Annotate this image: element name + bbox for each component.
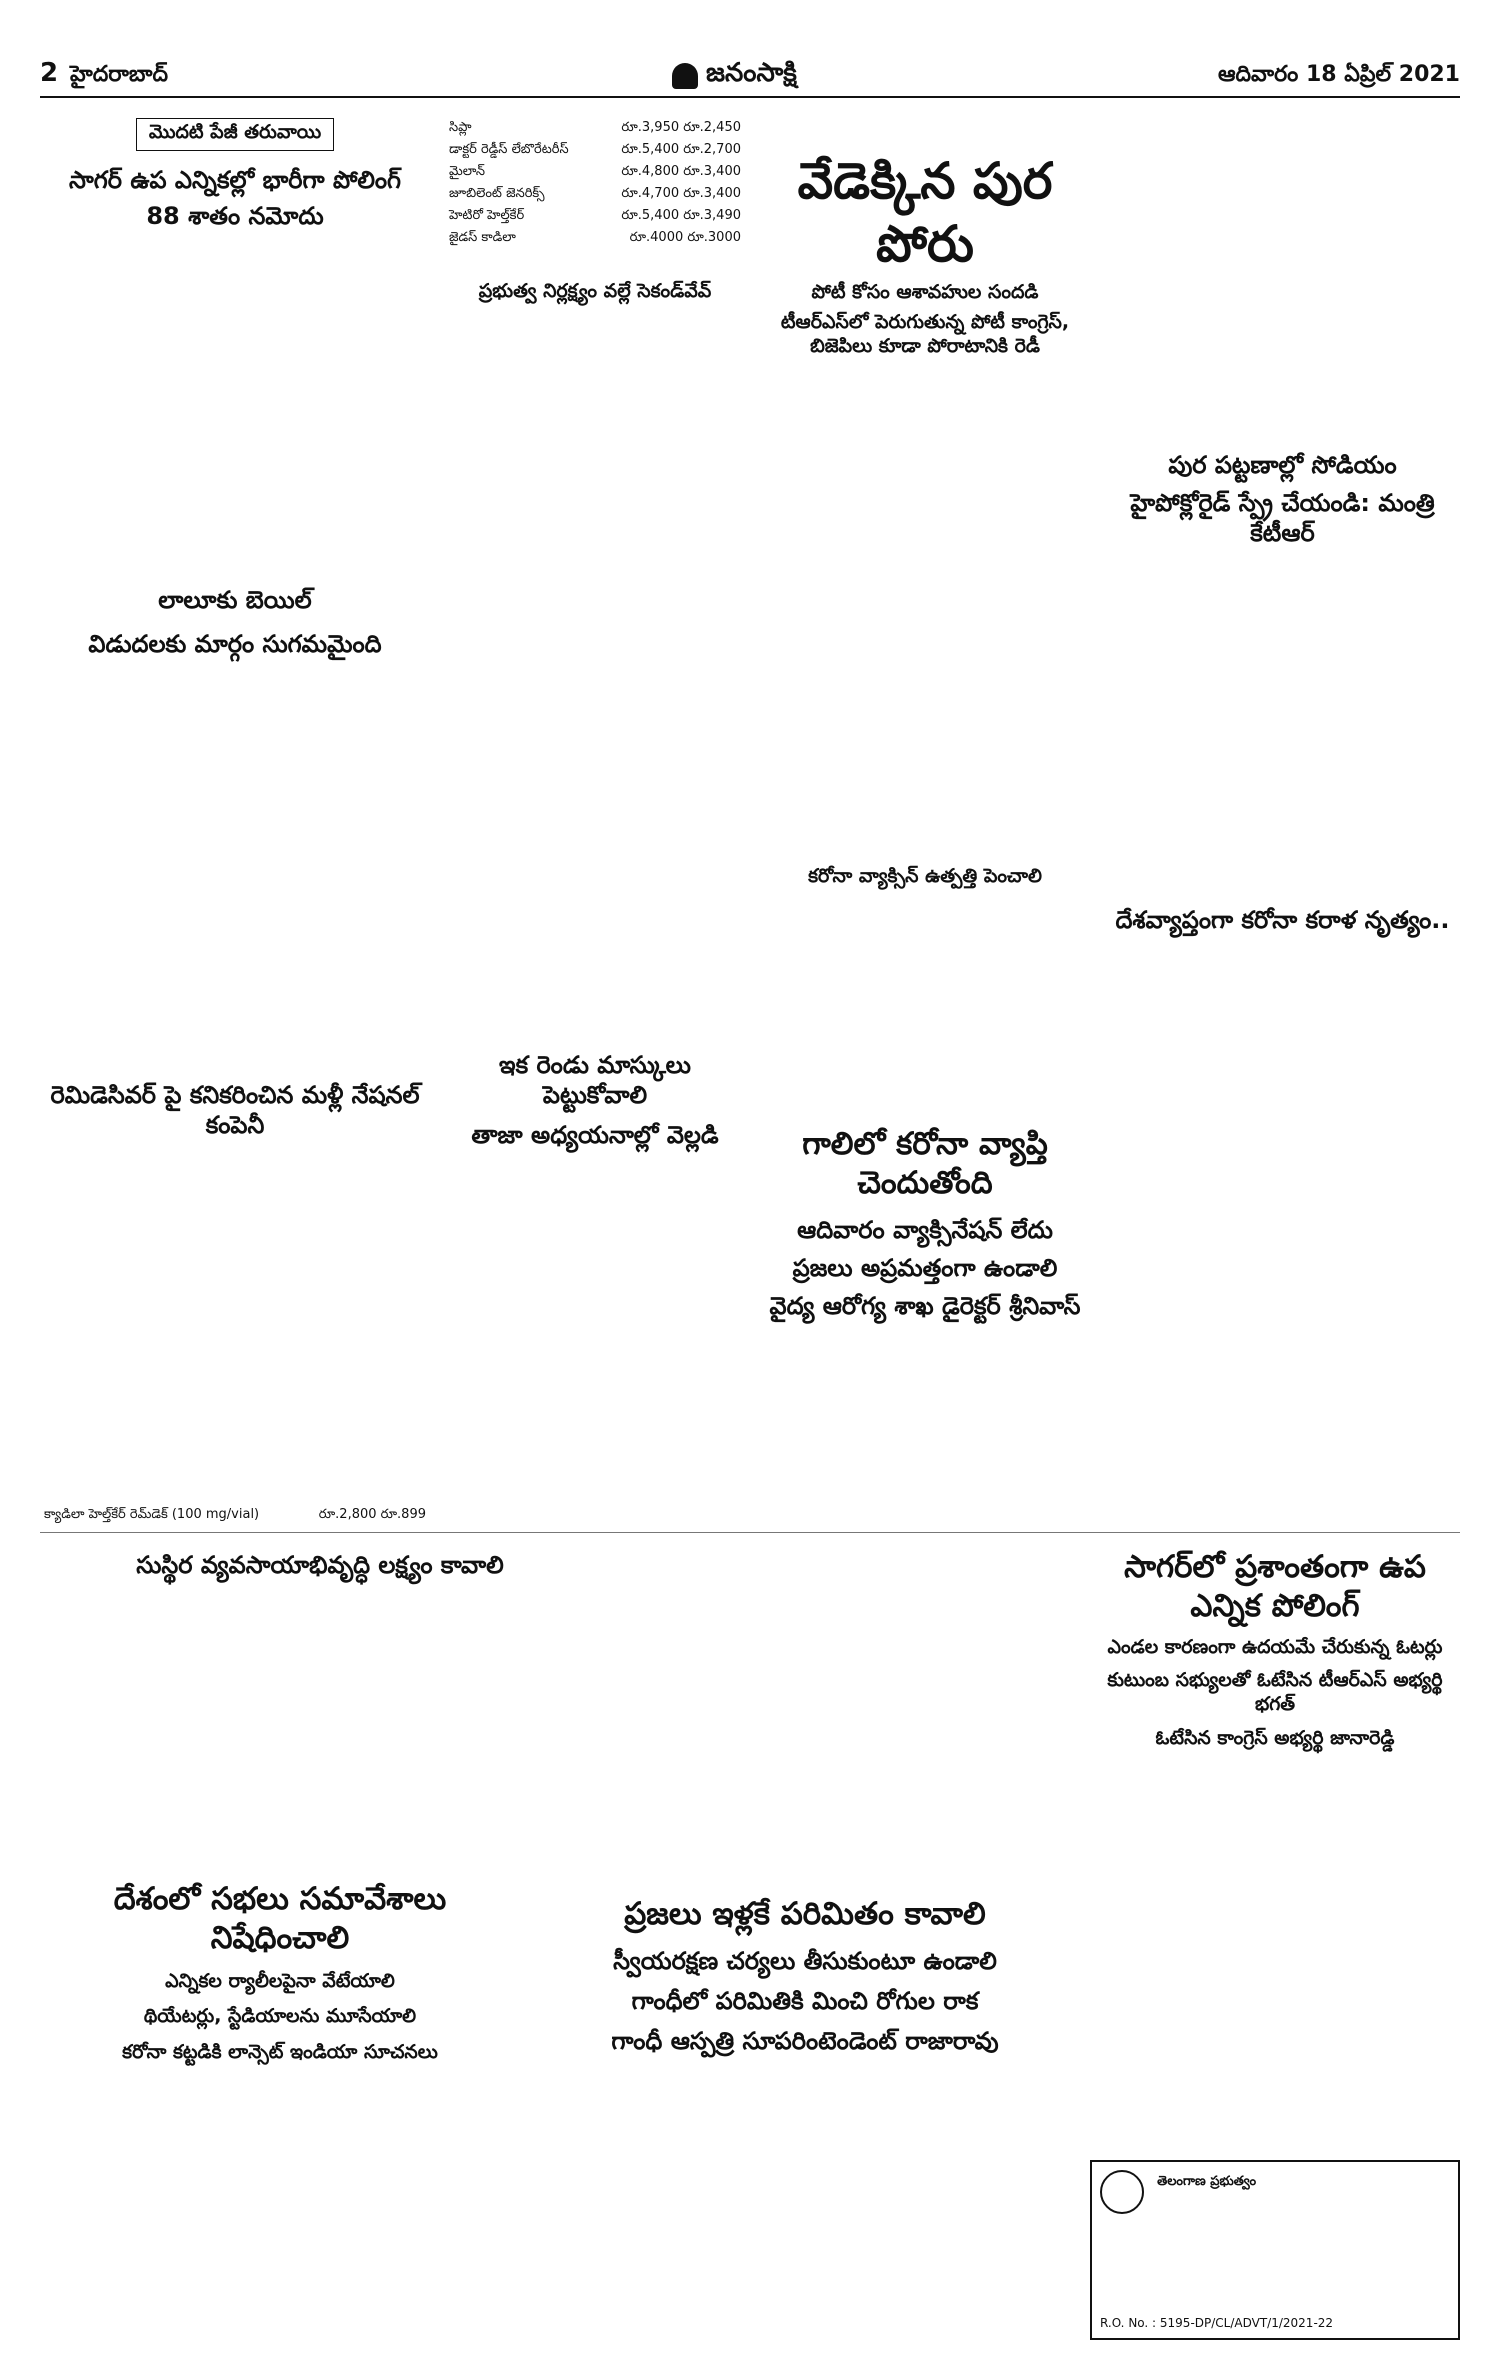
company: హెటిరో హెల్త్‌కేర్	[449, 208, 525, 223]
table-row	[445, 140, 745, 162]
article-municipal	[760, 150, 1090, 358]
deck: కుటుంబ సభ్యులతో ఓటేసిన టీఆర్‌ఎస్ అభ్యర్థి భగత్	[1107, 1669, 1443, 1715]
company: క్యాడిలా హెల్త్‌కేర్ రెమ్‌డెక్ (100 mg/vial)	[44, 1507, 260, 1522]
subheadline: విడుదలకు మార్గం సుగమమైంది	[88, 630, 382, 658]
price: రూ.3,950 రూ.2,450	[621, 120, 741, 135]
edition-city: హైదరాబాద్	[70, 62, 168, 87]
headline: ప్రభుత్వ నిర్లక్ష్యం వల్లే సెకండ్‌వేవ్	[478, 280, 712, 302]
table-row	[445, 184, 745, 206]
subheadline: ఆదివారం వ్యాక్సినేషన్ లేదు	[797, 1215, 1053, 1244]
headline: రెమిడెసివర్ పై కనికరించిన మళ్లీ నేషనల్ కంపెనీ	[50, 1081, 420, 1139]
deck: గాంధీలో పరిమితికి మించి రోగుల రాక	[631, 1986, 979, 2015]
headline: సుస్థిర వ్యవసాయాభివృద్ధి లక్ష్యం కావాలి	[136, 1551, 504, 1579]
headline: దేశవ్యాప్తంగా కరోనా కరాళ నృత్యం..	[1115, 906, 1450, 934]
section-divider	[40, 1532, 1460, 1533]
headline: గాలిలో కరోనా వ్యాప్తి చెందుతోంది	[802, 1126, 1048, 1201]
article-gov-failure	[445, 280, 745, 304]
subheadline: ఎన్నికల ర్యాలీలపైనా వేటేయాలి	[165, 1969, 395, 1992]
table-row	[445, 206, 745, 228]
headline: కరోనా వ్యాక్సిన్ ఉత్పత్తి పెంచాలి	[808, 865, 1042, 887]
price: రూ.4,700 రూ.3,400	[621, 186, 741, 201]
notice-footer	[1100, 2316, 1450, 2330]
emblem-icon	[1100, 2170, 1144, 2214]
deck: థియేటర్లు, స్టేడియాలను మూసేయాలి	[143, 2005, 417, 2028]
price-table	[445, 118, 745, 250]
deck: ఓటేసిన కాంగ్రెస్ అభ్యర్థి జానారెడ్డి	[1155, 1726, 1395, 1749]
company: మైలాన్	[449, 164, 486, 179]
article-lalu-bail	[40, 585, 430, 659]
price: రూ.5,400 రూ.2,700	[621, 142, 741, 157]
article-stay-home	[530, 1895, 1080, 2056]
headline: పుర పట్టణాల్లో సోడియం	[1168, 451, 1397, 479]
paper-name: జనంసాక్షి	[706, 58, 797, 88]
logo-icon	[672, 63, 698, 89]
issue-date: ఆదివారం 18 ఏప్రిల్ 2021	[1217, 62, 1460, 87]
headline: ప్రజలు ఇళ్లకే పరిమితం కావాలి	[624, 1896, 986, 1932]
subheadline: పోటీ కోసం ఆశావహుల సందడి	[811, 281, 1039, 303]
page-number: 2	[40, 58, 59, 88]
article-sagar-calm	[1090, 1548, 1460, 1751]
subheadline: హైపోక్లోరైడ్ స్ప్రే చేయండి: మంత్రి కేటీఆర్	[1130, 489, 1435, 547]
article-remdesivir	[40, 1080, 430, 1140]
subheadline: 88 శాతం నమోదు	[146, 202, 324, 230]
article-sagar-polling	[40, 118, 430, 231]
headline: సాగర్‌లో ప్రశాంతంగా ఉప ఎన్నిక పోలింగ్	[1124, 1549, 1426, 1624]
notice-heading: తెలంగాణ ప్రభుత్వం	[1157, 2174, 1257, 2189]
company: సిప్లా	[449, 120, 472, 135]
table-row	[445, 118, 745, 140]
article-meetings-ban	[40, 1880, 520, 2065]
subheadline: స్వీయరక్షణ చర్యలు తీసుకుంటూ ఉండాలి	[613, 1946, 997, 1975]
ro-number: R.O. No. : 5195-DP/CL/ADVT/1/2021-22	[1100, 2316, 1334, 2330]
headline: లాలూకు బెయిల్	[158, 586, 312, 614]
table-row	[445, 162, 745, 184]
continued-kicker: మొదటి పేజీ తరువాయి	[136, 118, 334, 151]
headline: ఇక రెండు మాస్కులు పెట్టుకోవాలి	[499, 1051, 691, 1109]
deck: ప్రజలు అప్రమత్తంగా ఉండాలి	[792, 1253, 1058, 1282]
price: రూ.2,800 రూ.899	[318, 1507, 426, 1522]
article-city-sodium	[1105, 450, 1460, 548]
subheadline: తాజా అధ్యయనాల్లో వెల్లడి	[471, 1121, 719, 1149]
article-nationwide	[1105, 905, 1460, 935]
deck: టీఆర్‌ఎస్‌లో పెరుగుతున్న పోటీ కాంగ్రెస్, బిజెపిలు కూడా పోరాటానికి రెడీ	[780, 310, 1070, 357]
article-airborne	[760, 1125, 1090, 1321]
paper-logo	[672, 58, 797, 94]
deck: గాంధీ ఆస్పత్రి సూపరింటెండెంట్ రాజారావు	[611, 2026, 999, 2055]
subheadline: ఎండల కారణంగా ఉదయమే చేరుకున్న ఓటర్లు	[1107, 1635, 1443, 1658]
price-table-lower	[40, 1505, 430, 1527]
company: జూబిలెంట్ జెనరిక్స్	[449, 186, 545, 201]
article-vaccine-production	[760, 865, 1090, 889]
deck: వైద్య ఆరోగ్య శాఖ డైరెక్టర్ శ్రీనివాస్	[769, 1291, 1081, 1320]
headline: దేశంలో సభలు సమావేశాలు నిషేధించాలి	[113, 1881, 447, 1956]
article-agriculture	[40, 1550, 600, 1580]
price: రూ.4000 రూ.3000	[629, 230, 741, 245]
government-notice	[1090, 2160, 1460, 2340]
company: డాక్టర్ రెడ్డీస్ లేబొరేటరీస్	[449, 142, 569, 157]
table-row	[40, 1505, 430, 1527]
company: జైడస్ కాడిలా	[449, 230, 516, 245]
table-row	[445, 228, 745, 250]
deck: కరోనా కట్టడికి లాన్సెట్ ఇండియా సూచనలు	[122, 2041, 438, 2063]
masthead	[40, 58, 1460, 90]
masthead-rule	[40, 96, 1460, 98]
price: రూ.4,800 రూ.3,400	[621, 164, 741, 179]
headline: సాగర్ ఉప ఎన్నికల్లో భారీగా పోలింగ్	[69, 166, 401, 194]
article-mask	[445, 1050, 745, 1150]
headline: వేడెక్కిన పుర పోరు	[797, 152, 1053, 273]
price: రూ.5,400 రూ.3,490	[621, 208, 741, 223]
